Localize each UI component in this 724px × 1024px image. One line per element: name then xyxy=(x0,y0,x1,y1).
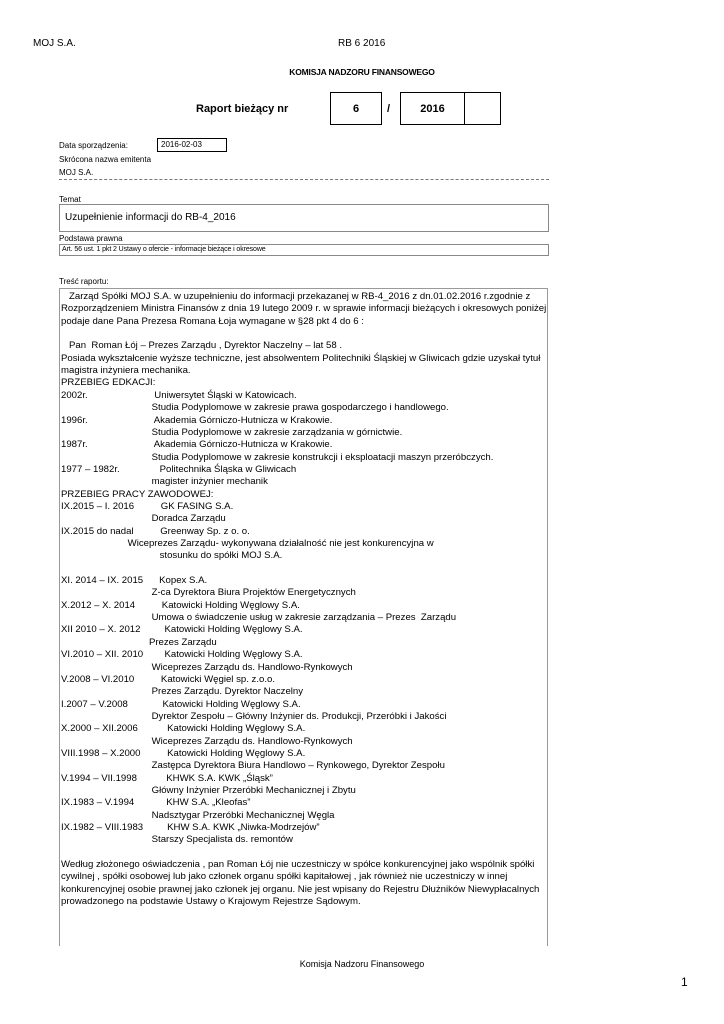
report-line: PRZEBIEG EDKACJI: xyxy=(61,377,156,389)
authority-title: KOMISJA NADZORU FINANSOWEGO xyxy=(289,67,435,77)
divider xyxy=(59,179,549,180)
report-line: Starszy Specjalista ds. remontów xyxy=(61,834,293,846)
report-line: Prezes Zarządu. Dyrektor Naczelny xyxy=(61,686,304,698)
report-line: Dyrektor Zespołu – Główny Inżynier ds. Produkcji, Przeróbki i Jakości xyxy=(61,710,447,722)
date-value: 2016-02-03 xyxy=(157,138,227,152)
report-line: Pan Roman Łój – Prezes Zarządu , Dyrektor Naczelny – lat 58 . xyxy=(61,340,343,352)
report-line: PRZEBIEG PRACY ZAWODOWEJ: xyxy=(61,488,214,500)
report-line: Wiceprezes Zarządu ds. Handlowo-Rynkowych xyxy=(61,735,353,747)
report-code: RB 6 2016 xyxy=(338,38,386,49)
report-line: Rozporządzeniem Ministra Finansów z dnia 19 lutego 2009 r. w sprawie informacji bieżących i okresowych poniżej xyxy=(61,303,547,315)
report-year-box xyxy=(400,92,465,125)
report-line: IX.2015 – I. 2016 GK FASING S.A. xyxy=(61,500,234,512)
report-line: VIII.1998 – X.2000 Katowicki Holding Węglowy S.A. xyxy=(61,747,306,759)
report-line: VI.2010 – XII. 2010 Katowicki Holding Węglowy S.A. xyxy=(61,649,303,661)
report-line: 1987r. Akademia Górniczo-Hutnicza w Krakowie. xyxy=(61,439,333,451)
report-line: Posiada wykształcenie wyższe techniczne, jest absolwentem Politechniki Śląskiej w Gliwicach gdzie uzyskał tytuł xyxy=(61,352,541,364)
page-number: 1 xyxy=(681,975,688,989)
topic-value: Uzupełnienie informacji do RB-4_2016 xyxy=(65,212,236,223)
report-line: magister inżynier mechanik xyxy=(61,476,268,488)
report-line: V.1994 – VII.1998 KHWK S.A. KWK „Śląsk” xyxy=(61,772,273,784)
report-line: magistra inżyniera mechanika. xyxy=(61,365,191,377)
report-line: Według złożonego oświadczenia , pan Roman Łój nie uczestniczy w spółce konkurencyjnej jako wspólnik spółki xyxy=(61,859,535,871)
report-line: Doradca Zarządu xyxy=(61,513,226,525)
report-line: Wiceprezes Zarządu- wykonywana działalność nie jest konkurencyjna w xyxy=(61,538,434,549)
report-number: 6 xyxy=(352,103,360,115)
report-line: X.2012 – X. 2014 Katowicki Holding Węglowy S.A. xyxy=(61,599,300,611)
report-line: Główny Inżynier Przeróbki Mechanicznej i Zbytu xyxy=(61,785,356,796)
report-year: 2016 xyxy=(420,103,445,115)
report-line: V.2008 – VI.2010 Katowicki Węgiel sp. z.o.o. xyxy=(61,673,276,685)
report-line: Studia Podyplomowe w zakresie prawa gospodarczego i handlowego. xyxy=(61,402,449,414)
report-line: X.2000 – XII.2006 Katowicki Holding Węglowy S.A. xyxy=(61,723,306,735)
report-line: Studia Podyplomowe w zakresie zarządzania w górnictwie. xyxy=(61,426,403,438)
report-line: I.2007 – V.2008 Katowicki Holding Węglowy S.A. xyxy=(61,698,301,710)
short-name-value: MOJ S.A. xyxy=(59,168,94,177)
date-label: Data sporządzenia: xyxy=(59,141,128,150)
report-number-box xyxy=(330,92,382,125)
report-line: IX.1982 – VIII.1983 KHW S.A. KWK „Niwka-Modrzejów” xyxy=(61,822,320,834)
report-extra-box xyxy=(464,92,501,125)
report-line: Nadsztygar Przeróbki Mechanicznej Węgla xyxy=(61,809,335,821)
report-line: Umowa o świadczenie usług w zakresie zarządzania – Prezes Zarządu xyxy=(61,612,457,624)
report-line: konkurencyjnej osobie prawnej jako członek jej organu. Nie jest wpisany do Rejestru Dłużników Niewypłacalnych xyxy=(61,883,540,895)
legal-basis-value: Art. 56 ust. 1 pkt 2 Ustawy o ofercie - informacje bieżące i okresowe xyxy=(62,246,266,253)
report-line: IX.2015 do nadal Greenway Sp. z o. o. xyxy=(61,525,250,537)
report-line: Z-ca Dyrektora Biura Projektów Energetycznych xyxy=(61,587,356,599)
report-line: Prezes Zarządu xyxy=(61,636,217,648)
report-line: Zastępca Dyrektora Biura Handlowo – Rynkowego, Dyrektor Zespołu xyxy=(61,760,445,772)
report-content xyxy=(59,288,548,946)
footer-authority: Komisja Nadzoru Finansowego xyxy=(299,959,425,969)
report-line: Wiceprezes Zarządu ds. Handlowo-Rynkowych xyxy=(61,661,353,673)
report-line: cywilnej , spółki osobowej lub jako członek organu spółki kapitałowej , jak również nie uczestniczy w innej xyxy=(61,871,508,883)
report-line: IX.1983 – V.1994 KHW S.A. „Kleofas” xyxy=(61,797,251,809)
report-separator: / xyxy=(387,103,391,115)
report-line: 1996r. Akademia Górniczo-Hutnicza w Krakowie. xyxy=(61,414,333,426)
report-line: XII 2010 – X. 2012 Katowicki Holding Węglowy S.A. xyxy=(61,624,303,636)
legal-basis-label: Podstawa prawna xyxy=(59,234,123,243)
content-label: Treść raportu: xyxy=(59,277,109,286)
company-name: MOJ S.A. xyxy=(33,38,76,49)
report-line: 2002r. Uniwersytet Śląski w Katowicach. xyxy=(61,389,297,401)
legal-basis-box xyxy=(59,244,549,256)
topic-label: Temat xyxy=(59,195,81,204)
report-line: XI. 2014 – IX. 2015 Kopex S.A. xyxy=(61,575,208,587)
topic-box xyxy=(59,204,549,232)
report-line: 1977 – 1982r. Politechnika Śląska w Gliwicach xyxy=(61,463,297,475)
report-line: podaje dane Pana Prezesa Romana Łoja wymagane w §28 pkt 4 do 6 : xyxy=(61,315,364,327)
report-line: prowadzonego na podstawie Ustawy o Krajowym Rejestrze Sądowym. xyxy=(61,896,361,908)
report-line: Zarząd Spółki MOJ S.A. w uzupełnieniu do informacji przekazanej w RB-4_2016 z dn.01.02.2016 r.zgodnie z xyxy=(61,291,531,302)
report-line: stosunku do spółki MOJ S.A. xyxy=(61,550,283,562)
report-line: Studia Podyplomowe w zakresie konstrukcji i eksploatacji maszyn przeróbczych. xyxy=(61,451,494,463)
short-name-label: Skrócona nazwa emitenta xyxy=(59,155,152,164)
report-title-label: Raport bieżący nr xyxy=(196,103,289,115)
